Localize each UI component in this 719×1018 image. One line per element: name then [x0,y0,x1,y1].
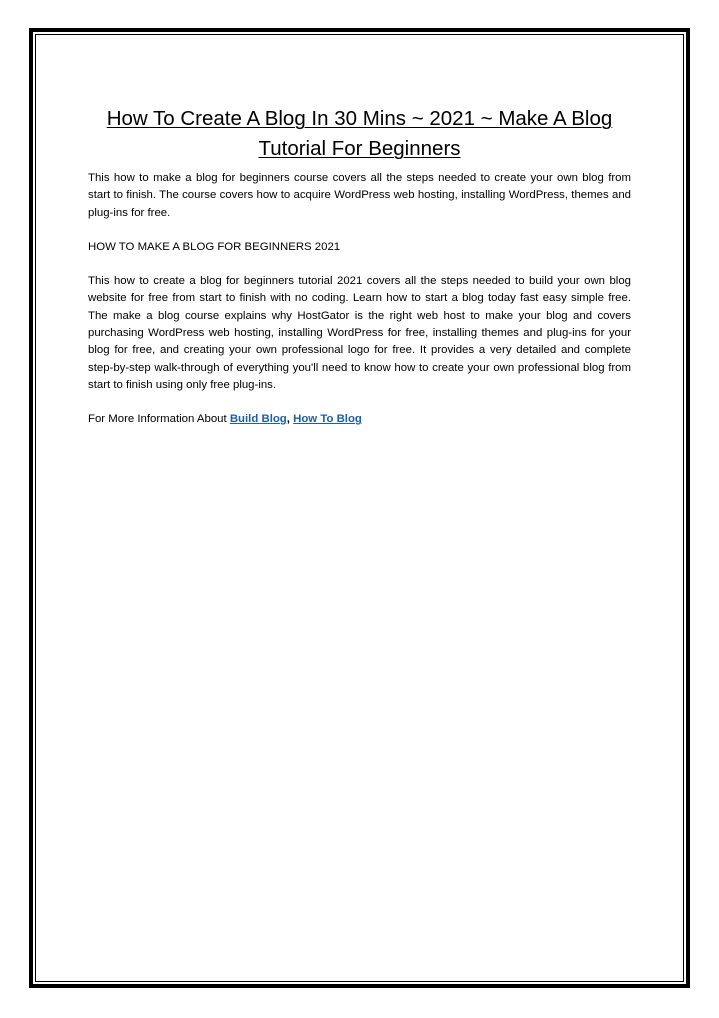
document-title [88,104,631,164]
title-line-2: Tutorial For Beginners [258,137,461,160]
document-body [88,104,631,429]
body-paragraph: This how to create a blog for beginners tutorial 2021 covers all the steps needed to build your own blog website for free from start to finish with no coding. Learn how to start a blog today fast easy simple free. The make a blog course explains why HostGator is the right web host to make your blog and covers purchasing WordPress web hosting, installing WordPress for free, installing themes and plug-ins for your blog for free, and creating your own professional logo for free. It provides a very detailed and complete step-by-step walk-through of everything you'll need to know how to create your own professional blog from start to finish using only free plug-ins. [88,275,631,391]
title-line-1: How To Create A Blog In 30 Mins ~ 2021 ~ Make A Blog [106,107,613,130]
intro-paragraph: This how to make a blog for beginners course covers all the steps needed to create your own blog from start to finish. The course covers how to acquire WordPress web hosting, installing WordPress, themes and plug-ins for free. [88,172,631,219]
how-to-blog-link[interactable]: How To Blog [293,413,362,426]
link-separator: , [286,413,290,426]
build-blog-link[interactable]: Build Blog [229,413,287,426]
section-heading: HOW TO MAKE A BLOG FOR BEGINNERS 2021 [88,240,341,253]
more-info-prefix: For More Information About [88,413,230,426]
more-info-line [88,411,631,428]
